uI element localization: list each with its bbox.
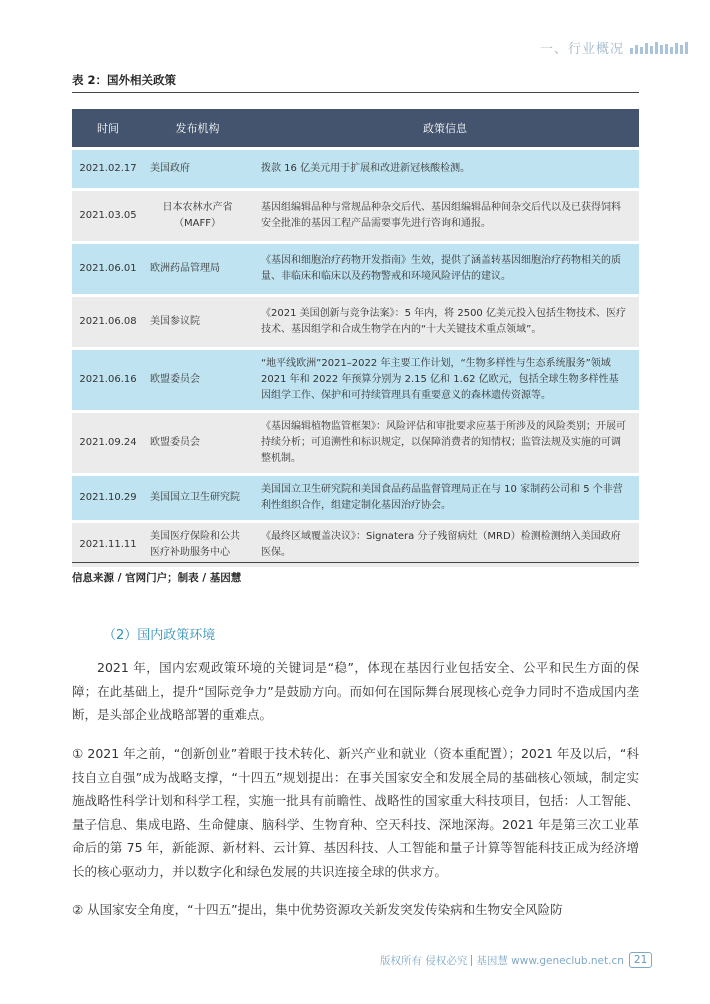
body-paragraph: 2021 年，国内宏观政策环境的关键词是“稳”，体现在基因行业包括安全、公平和民生方面的保障；在此基础上，提升“国际竞争力”是鼓励方向。而如何在国际舞台展现核心竞争力同时不造成国内垄断，是头部企业战略部署的重难点。 [72, 660, 639, 722]
cell-org: 欧盟委员会 [144, 413, 251, 473]
policy-table [72, 106, 639, 570]
cell-time: 2021.11.11 [72, 523, 144, 567]
cell-info: “地平线欧洲”2021–2022 年主要工作计划，“生物多样性与生态系统服务”领域 2021 年和 2022 年预算分别为 2.15 亿和 1.62 亿欧元，包括全球生物多样性基因组学工作、保护和可持续管理具有重要意义的森林遗传资源等。 [251, 350, 639, 410]
section-subheading: （2）国内政策环境 [103, 628, 216, 643]
cell-time: 2021.03.05 [72, 191, 144, 241]
divider [72, 92, 639, 93]
table-row [72, 150, 639, 188]
section-title: 一、行业概况 [539, 42, 624, 57]
cell-info: 《基因编辑植物监管框架》：风险评估和审批要求应基于所涉及的风险类别；开展可持续分析；可追溯性和标识规定，以保障消费者的知情权；监管法规及实施的可调整机制。 [251, 413, 639, 473]
cell-info: 美国国立卫生研究院和美国食品药品监督管理局正在与 10 家制药公司和 5 个非营利性组织合作，组建定制化基因治疗协会。 [251, 476, 639, 520]
column-header-time: 时间 [72, 109, 144, 147]
footer-separator [471, 955, 472, 966]
section-header [540, 38, 688, 57]
cell-time: 2021.06.01 [72, 244, 144, 294]
table-row [72, 523, 639, 567]
page-number: 21 [629, 952, 652, 968]
table-source: 信息来源 / 官网门户；制表 / 基因慧 [72, 572, 242, 584]
cell-time: 2021.10.29 [72, 476, 144, 520]
cell-info: 《基因和细胞治疗药物开发指南》生效，提供了涵盖转基因细胞治疗药物相关的质量、非临床和临床以及药物警戒和环境风险评估的建议。 [251, 244, 639, 294]
cell-info: 基因组编辑品种与常规品种杂交后代、基因组编辑品种间杂交后代以及已获得饲料安全批准的基因工程产品需要事先进行咨询和通报。 [251, 191, 639, 241]
cell-org: 美国参议院 [144, 297, 251, 347]
cell-org: 美国国立卫生研究院 [144, 476, 251, 520]
table-caption: 表 2：国外相关政策 [72, 73, 177, 87]
table-row [72, 244, 639, 294]
table-header-row [72, 109, 639, 147]
table-row [72, 476, 639, 520]
cell-time: 2021.06.08 [72, 297, 144, 347]
table-row [72, 413, 639, 473]
bar-graphic-icon [630, 42, 688, 54]
column-header-org: 发布机构 [144, 109, 251, 147]
body-paragraph: ② 从国家安全角度，“十四五”提出，集中优势资源攻关新发突发传染病和生物安全风险防 [72, 902, 563, 917]
footer-rights: 版权所有 侵权必究 [380, 954, 468, 967]
cell-org: 欧盟委员会 [144, 350, 251, 410]
table-row [72, 191, 639, 241]
column-header-info: 政策信息 [251, 109, 639, 147]
table-row [72, 297, 639, 347]
cell-info: 《最终区域覆盖决议》：Signatera 分子残留病灶（MRD）检测检测纳入美国政府医保。 [251, 523, 639, 567]
cell-time: 2021.06.16 [72, 350, 144, 410]
cell-time: 2021.09.24 [72, 413, 144, 473]
cell-info: 《2021 美国创新与竞争法案》：5 年内，将 2500 亿美元投入包括生物技术、医疗技术、基因组学和合成生物学在内的“十大关键技术重点领域”。 [251, 297, 639, 347]
cell-info: 拨款 16 亿美元用于扩展和改进新冠核酸检测。 [251, 150, 639, 188]
divider [72, 562, 639, 563]
footer-brand: 基因慧 www.geneclub.net.cn [476, 954, 624, 967]
body-paragraph: ① 2021 年之前，“创新创业”着眼于技术转化、新兴产业和就业（资本重配置）；2021 年及以后，“科技自立自强”成为战略支撑，“十四五”规划提出：在事关国家安全和发展全局的基础核心领域，制定实施战略性科学计划和科学工程，实施一批具有前瞻性、战略性的国家重大科技项目，包括：人工智能、量子信息、集成电路、生命健康、脑科学、生物育种、空天科技、深地深海。2021 年是第三次工业革命后的第 75 年，新能源、新材料、云计算、基因科技、人工智能和量子计算等智能科技正成为经济增长的核心驱动力，并以数字化和绿色发展的共识连接全球的供求方。 [72, 746, 639, 879]
cell-org: 美国政府 [144, 150, 251, 188]
cell-org: 欧洲药品管理局 [144, 244, 251, 294]
cell-org: 日本农林水产省（MAFF） [144, 191, 251, 241]
page-footer [380, 952, 652, 968]
cell-org: 美国医疗保险和公共医疗补助服务中心 [144, 523, 251, 567]
cell-time: 2021.02.17 [72, 150, 144, 188]
table-row [72, 350, 639, 410]
